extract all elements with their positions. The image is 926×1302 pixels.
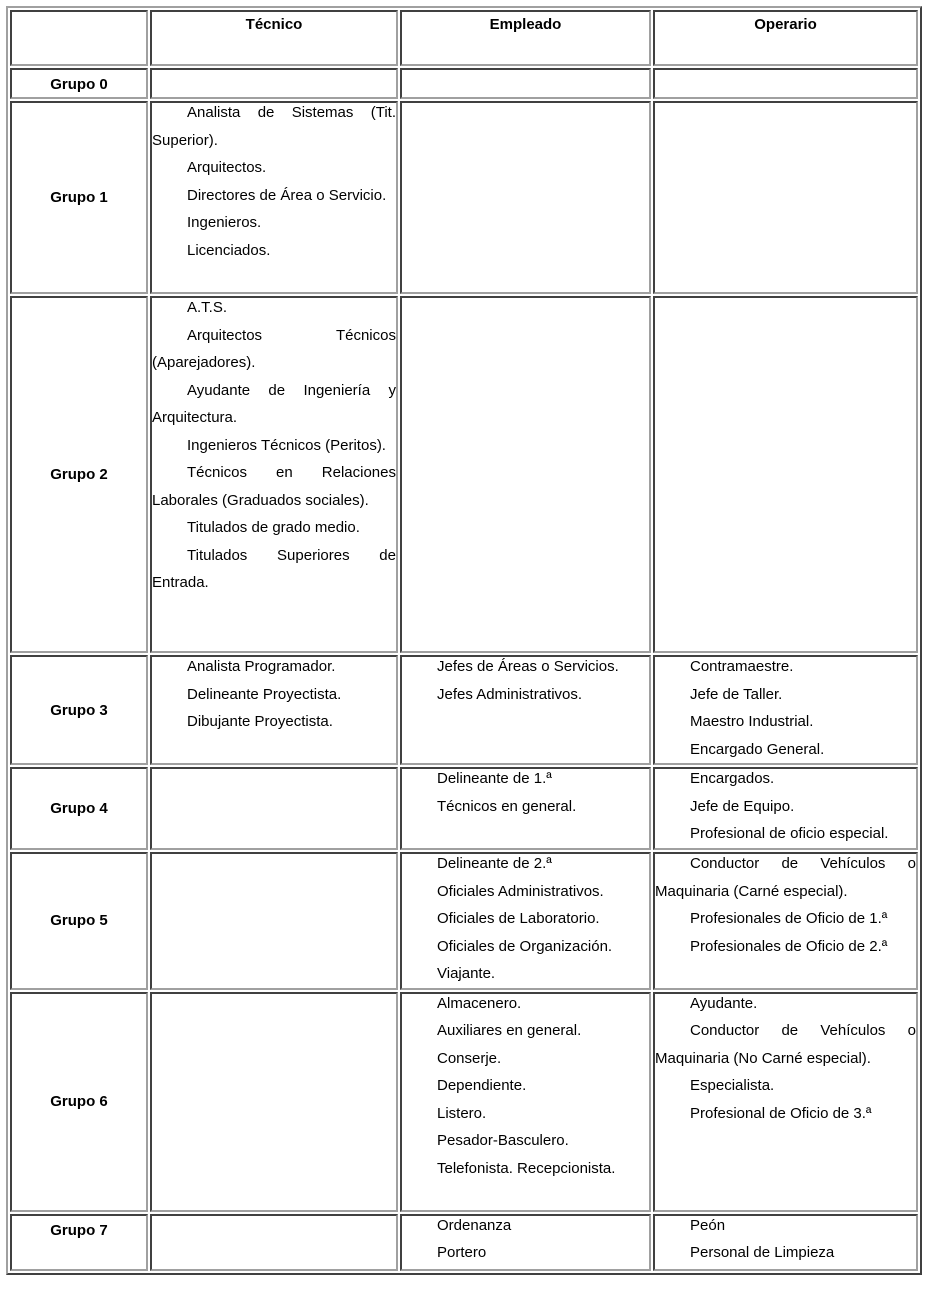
job-title: Pesador-Basculero.: [437, 1132, 569, 1149]
cell-empleado: [400, 767, 651, 850]
table-row: [10, 655, 918, 765]
cell-empleado: [400, 68, 651, 99]
table-row: [10, 767, 918, 850]
job-title: Almacenero.: [437, 994, 522, 1012]
job-title: Ingenieros Técnicos (Peritos).: [187, 436, 386, 454]
job-title: Ayudante.: [690, 994, 758, 1012]
cell-tecnico: [150, 852, 398, 990]
job-title: Ordenanza: [437, 1216, 512, 1234]
table-row: [10, 68, 918, 99]
cell-operario: [653, 852, 918, 990]
table-row: [10, 101, 918, 294]
job-title: Analista de Sistemas (Tit. Superior).: [152, 104, 396, 149]
job-title: Analista Programador.: [187, 658, 336, 675]
group-label: Grupo 6: [10, 992, 148, 1212]
job-title: Arquitectos.: [187, 159, 267, 176]
job-title: Jefes de Áreas o Servicios.: [437, 658, 619, 675]
cell-empleado: [400, 852, 651, 990]
job-title: Encargado General.: [690, 740, 825, 758]
cell-tecnico: [150, 68, 398, 99]
job-title: Profesional de Oficio de 3.ª: [690, 1104, 872, 1122]
header-tecnico: Técnico: [150, 10, 398, 66]
job-title: Maestro Industrial.: [690, 713, 814, 730]
cell-tecnico: [150, 655, 398, 765]
job-title: Telefonista. Recepcionista.: [437, 1159, 616, 1177]
cell-empleado: [400, 655, 651, 765]
group-label: Grupo 3: [10, 655, 148, 765]
job-title: Contramaestre.: [690, 658, 794, 675]
job-title: Profesionales de Oficio de 1.ª: [690, 910, 888, 927]
cell-operario: [653, 101, 918, 294]
job-title: Profesional de oficio especial.: [690, 825, 889, 842]
cell-empleado: [400, 992, 651, 1212]
group-label: Grupo 5: [10, 852, 148, 990]
job-title: Listero.: [437, 1104, 487, 1122]
job-title: Delineante de 2.ª: [437, 855, 552, 872]
cell-tecnico: [150, 992, 398, 1212]
job-title: Portero: [437, 1244, 487, 1261]
cell-tecnico: [150, 101, 398, 294]
cell-operario: [653, 992, 918, 1212]
job-title: Jefe de Equipo.: [690, 797, 795, 815]
group-label: Grupo 0: [10, 68, 148, 99]
job-title: Encargados.: [690, 770, 775, 787]
cell-operario: [653, 1214, 918, 1271]
classification-table: [6, 6, 922, 1275]
group-label: Grupo 2: [10, 296, 148, 653]
job-title: Licenciados.: [187, 241, 271, 259]
job-title: Personal de Limpieza: [690, 1244, 835, 1261]
job-title: Dependiente.: [437, 1077, 527, 1094]
job-title: Auxiliares en general.: [437, 1022, 582, 1039]
cell-empleado: [400, 1214, 651, 1271]
job-title: Directores de Área o Servicio.: [187, 186, 387, 204]
job-title: Titulados Superiores de Entrada.: [152, 546, 396, 591]
job-title: Delineante Proyectista.: [187, 685, 342, 703]
job-title: Jefe de Taller.: [690, 685, 783, 703]
job-title: Peón: [690, 1216, 726, 1234]
job-title: Oficiales de Laboratorio.: [437, 910, 600, 927]
job-title: A.T.S.: [187, 299, 228, 316]
job-title: Conserje.: [437, 1049, 502, 1067]
job-title: Conductor de Vehículos o Maquinaria (Carné especial).: [655, 855, 916, 900]
job-title: Técnicos en Relaciones Laborales (Graduados sociales).: [152, 464, 396, 509]
cell-empleado: [400, 101, 651, 294]
cell-tecnico: [150, 296, 398, 653]
header-empleado: Empleado: [400, 10, 651, 66]
job-title: Especialista.: [690, 1077, 775, 1094]
header-operario: Operario: [653, 10, 918, 66]
job-title: Oficiales de Organización.: [437, 937, 613, 955]
table-row: [10, 1214, 918, 1271]
header-empty: [10, 10, 148, 66]
job-title: Dibujante Proyectista.: [187, 713, 333, 730]
header-row: [10, 10, 918, 66]
group-label: Grupo 1: [10, 101, 148, 294]
job-title: Titulados de grado medio.: [187, 519, 360, 536]
table-row: [10, 852, 918, 990]
table-row: [10, 296, 918, 653]
cell-tecnico: [150, 767, 398, 850]
table-row: [10, 992, 918, 1212]
cell-operario: [653, 68, 918, 99]
job-title: Jefes Administrativos.: [437, 685, 583, 703]
cell-operario: [653, 655, 918, 765]
cell-tecnico: [150, 1214, 398, 1271]
job-title: Arquitectos Técnicos (Aparejadores).: [152, 326, 396, 371]
cell-operario: [653, 296, 918, 653]
group-label: Grupo 4: [10, 767, 148, 850]
job-title: Delineante de 1.ª: [437, 770, 552, 787]
job-title: Viajante.: [437, 965, 496, 982]
job-title: Ayudante de Ingeniería y Arquitectura.: [152, 381, 396, 426]
cell-operario: [653, 767, 918, 850]
group-label: Grupo 7: [10, 1214, 148, 1271]
job-title: Conductor de Vehículos o Maquinaria (No Carné especial).: [655, 1022, 916, 1067]
job-title: Profesionales de Oficio de 2.ª: [690, 937, 888, 955]
job-title: Oficiales Administrativos.: [437, 882, 604, 900]
cell-empleado: [400, 296, 651, 653]
job-title: Técnicos en general.: [437, 797, 577, 815]
job-title: Ingenieros.: [187, 214, 262, 231]
